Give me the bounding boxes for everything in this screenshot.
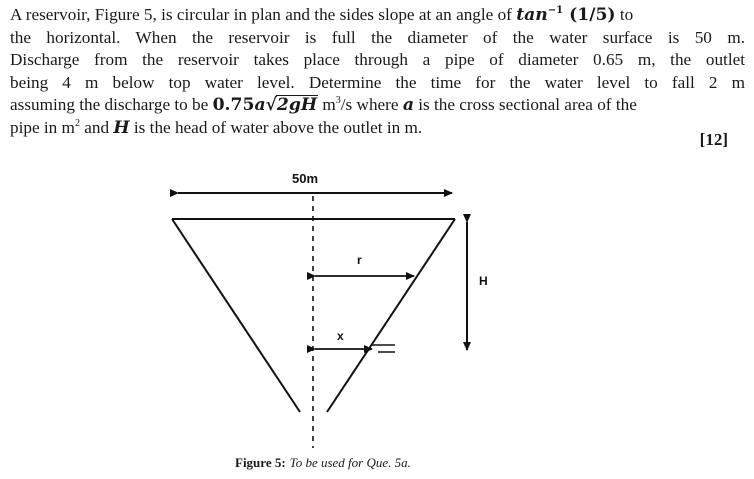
unit-text: m [318,95,336,115]
question-text-segment: is the head of water above the outlet in m. [129,117,423,137]
question-line-3: Discharge from the reservoir takes place through a pipe of diameter 0.65 m, the outlet [10,50,745,70]
math-superscript: −1 [547,5,564,16]
figure-caption [235,455,411,471]
height-h-label: H [479,274,488,288]
question-text-segment: /s where [340,95,403,115]
unit-superscript: 2 [74,117,80,129]
question-line-2: the horizontal. When the reservoir is full the diameter of the water surface is 50 m. [10,27,745,47]
math-variable-a: a [254,95,266,116]
sqrt-icon: √ [265,95,277,116]
unit-superscript: 3 [335,95,341,107]
radius-x-label: x [337,329,344,343]
math-variable-a: a [402,95,414,116]
question-line-4: being 4 m below top water level. Determine the time for the water level to fall 2 m [10,72,745,92]
question-text-segment: pipe in m [10,117,75,137]
math-coefficient: 0.75 [212,95,255,116]
question-text-segment: is the cross sectional area of the [413,95,637,115]
math-radicand: 2gH [276,95,318,116]
figure-caption-label: Figure 5: [235,455,286,470]
left-side-slope [172,219,300,412]
radius-r-label: r [357,253,362,267]
math-angle-ratio: (1/5) [563,5,616,25]
diameter-label: 50m [292,171,319,186]
figure-caption-text: To be used for Que. 5a. [289,455,411,470]
question-text-segment: and [79,117,114,137]
marks-label: [12] [699,130,728,149]
question-text-segment: to [615,5,634,24]
question-text-segment: A reservoir, Figure 5, is circular in plan and the sides slope at an angle of [10,5,517,24]
right-side-slope [327,219,455,412]
math-tan: tan [516,5,548,25]
question-text-segment: assuming the discharge to be [10,95,213,115]
math-variable-h: H [113,117,130,138]
